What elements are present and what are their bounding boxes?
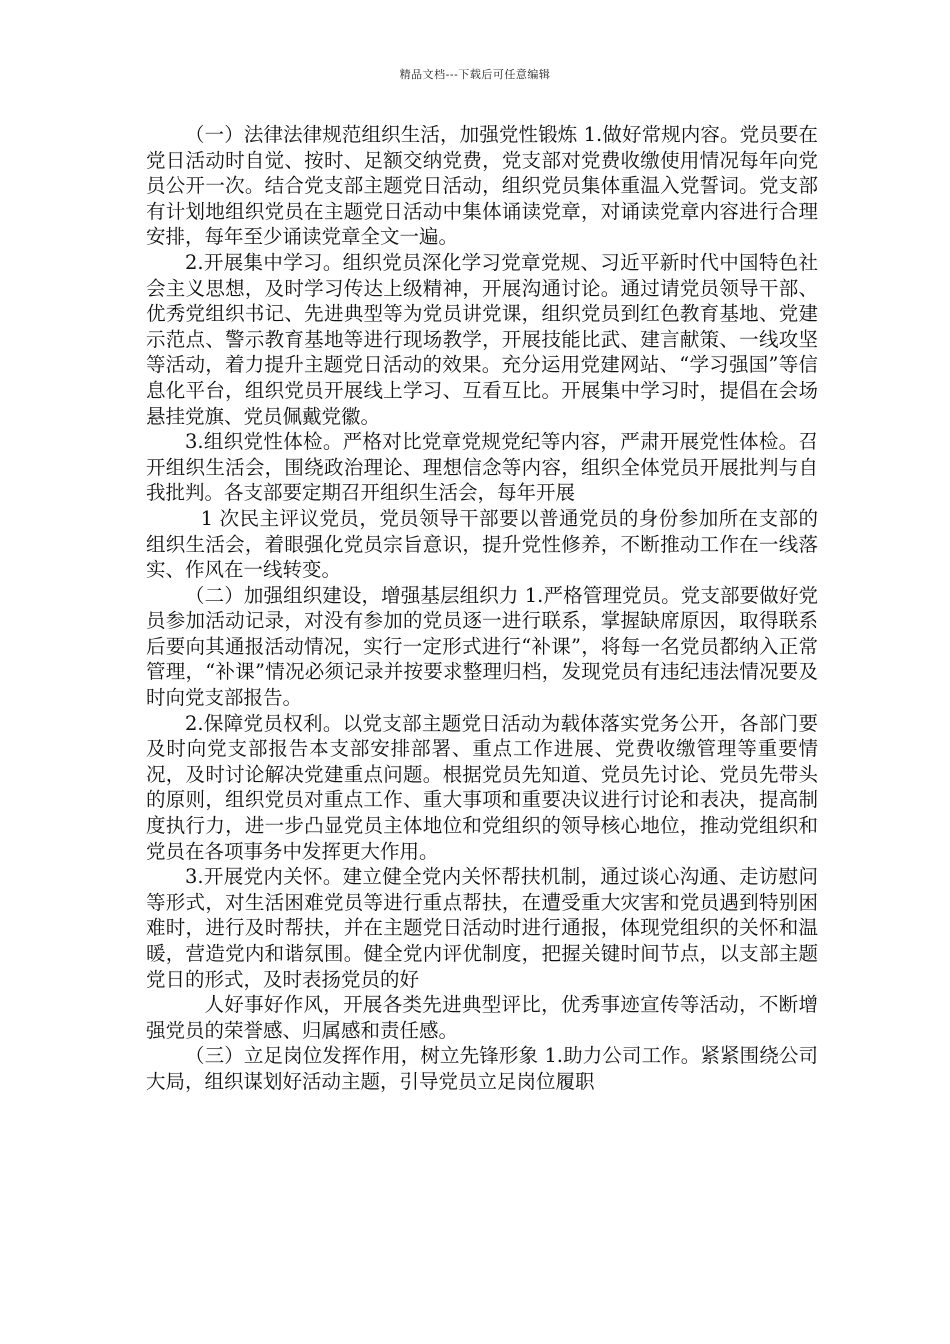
paragraph-party-care: 3.开展党内关怀。建立健全党内关怀帮扶机制，通过谈心沟通、走访慰问等形式，对生活困难党员等进行重点帮扶，在遭受重大灾害和党员遇到特别困难时，进行及时帮扶，并在主题党日活动时进行通报，体现党组织的关怀和温暖，营造党内和谐氛围。健全党内评优制度，把握关键时间节点，以支部主题党日的形式，及时表扬党员的好 bbox=[146, 865, 818, 991]
paragraph-section-2: （二）加强组织建设，增强基层组织力 1.严格管理党员。党支部要做好党员参加活动记录，对没有参加的党员逐一进行联系，掌握缺席原因，取得联系后要向其通报活动情况，实行一定形式进行“补课”，将每一名党员都纳入正常管理，“补课”情况必须记录并按要求整理归档，发现党员有违纪违法情况要及时向党支部报告。 bbox=[146, 583, 818, 710]
paragraph-evaluation: 1 次民主评议党员，党员领导干部要以普通党员的身份参加所在支部的组织生活会，着眼强化党员宗旨意识，提升党性修养，不断推动工作在一线落实、作风在一线转变。 bbox=[146, 506, 818, 582]
paragraph-section-1: （一）法律法律规范组织生活，加强党性锻炼 1.做好常规内容。党员要在党日活动时自觉、按时、足额交纳党费，党支部对党费收缴使用情况每年向党员公开一次。结合党支部主题党日活动，组织党员集体重温入党誓词。党支部有计划地组织党员在主题党日活动中集体诵读党章，对诵读党章内容进行合理安排，每年至少诵读党章全文一遍。 bbox=[146, 123, 818, 249]
paragraph-good-deeds: 人好事好作风，开展各类先进典型评比，优秀事迹宣传等活动，不断增强党员的荣誉感、归属感和责任感。 bbox=[146, 993, 818, 1042]
paragraph-section-3: （三）立足岗位发挥作用，树立先锋形象 1.助力公司工作。紧紧围绕公司大局，组织谋划好活动主题，引导党员立足岗位履职 bbox=[146, 1044, 818, 1093]
paragraph-member-rights: 2.保障党员权利。以党支部主题党日活动为载体落实党务公开，各部门要及时向党支部报告本支部安排部署、重点工作进展、党费收缴管理等重要情况，及时讨论解决党建重点问题。根据党员先知道、党员先讨论、党员先带头的原则，组织党员对重点工作、重大事项和重要决议进行讨论和表决，提高制度执行力，进一步凸显党员主体地位和党组织的领导核心地位，推动党组织和党员在各项事务中发挥更大作用。 bbox=[146, 711, 818, 863]
paragraph-party-checkup: 3.组织党性体检。严格对比党章党规党纪等内容，严肃开展党性体检。召开组织生活会，围绕政治理论、理想信念等内容，组织全体党员开展批判与自我批判。各支部要定期召开组织生活会，每年开展 bbox=[146, 430, 818, 505]
paragraph-study: 2.开展集中学习。组织党员深化学习党章党规、习近平新时代中国特色社会主义思想，及时学习传达上级精神，开展沟通讨论。通过请党员领导干部、优秀党组织书记、先进典型等为党员讲党课，组织党员到红色教育基地、党建示范点、警示教育基地等进行现场教学，开展技能比武、建言献策、一线攻坚等活动，着力提升主题党日活动的效果。充分运用党建网站、“学习强国”等信息化平台，组织党员开展线上学习、互看互比。开展集中学习时，提倡在会场悬挂党旗、党员佩戴党徽。 bbox=[146, 250, 818, 428]
page-header: 精品文档---下载后可任意编辑 bbox=[399, 68, 551, 81]
document-body bbox=[146, 122, 818, 1095]
